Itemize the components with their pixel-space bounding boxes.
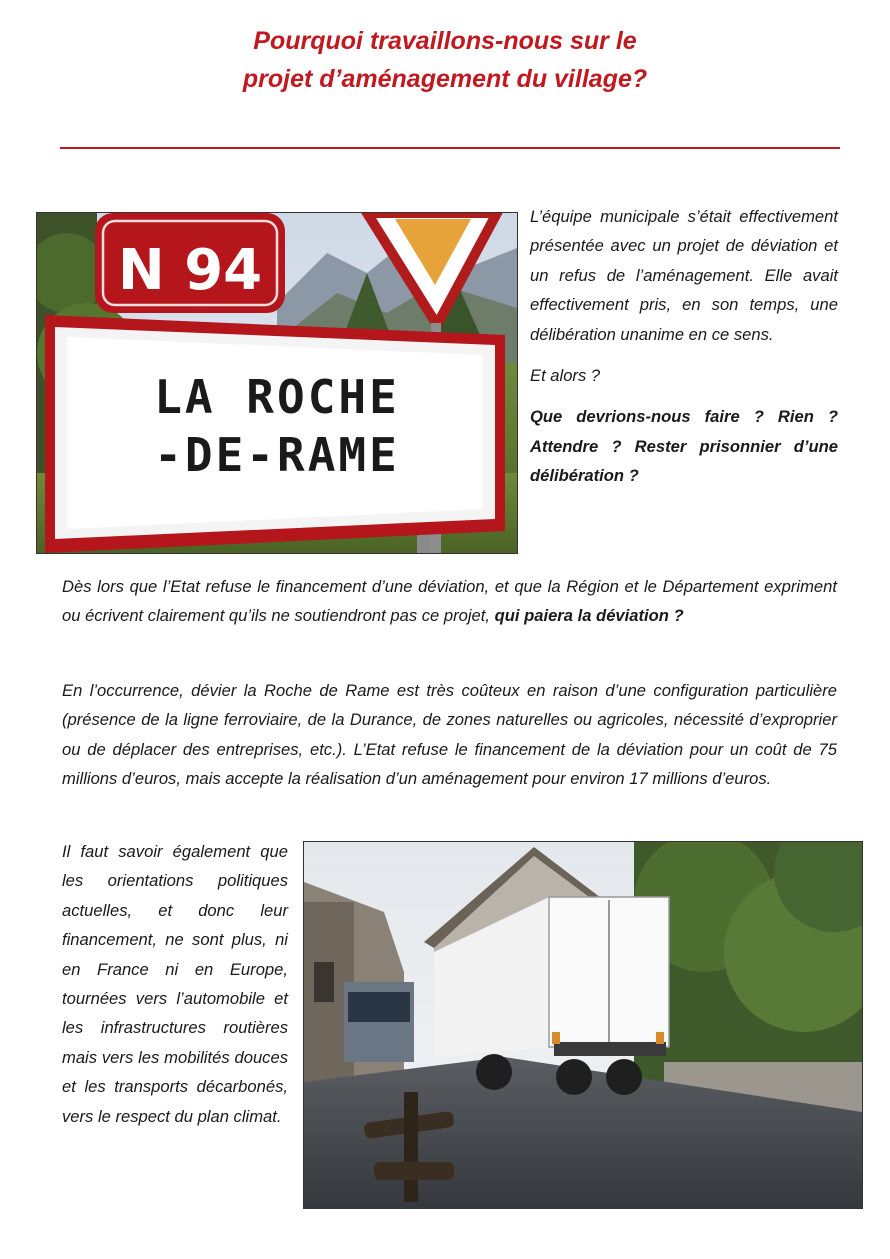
- trucks-street-photo: [303, 841, 863, 1209]
- title-line-2: projet d’aménagement du village?: [242, 65, 648, 93]
- road-number-text: N 94: [117, 238, 263, 303]
- town-sign-photo: [36, 212, 518, 554]
- intro-paragraph-2: Et alors ?: [530, 366, 601, 386]
- intro-paragraph-1: L’équipe municipale s’était effectivement présentée avec un projet de déviation et un refus de l’aménagement. Elle avait effectivement pris, en son temps, une délibération unanime en ce sens.: [530, 207, 838, 344]
- body-paragraph-2: En l’occurrence, dévier la Roche de Rame est très coûteux en raison d’une configuration particulière (présence de la ligne ferroviaire, de la Durance, de zones naturelles ou agricoles, nécessité d’exproprier ou de déplacer des entreprises, etc.). L’Etat refuse le financement de la déviation pour un coût de 75 millions d’euros, mais accepte la réalisation d’un aménagement pour environ 17 millions d’euros.: [62, 681, 837, 789]
- intro-paragraph-3: [530, 402, 838, 490]
- title-line-1: Pourquoi travaillons-nous sur le: [253, 27, 637, 55]
- body-paragraph-1-question: qui paiera la déviation ?: [494, 606, 684, 626]
- town-name-line2: -DE-RAME: [154, 428, 400, 482]
- intro-question: Que devrions-nous faire ? Rien ? Attendre ? Rester prisonnier d’une délibération ?: [530, 407, 838, 486]
- intro-column: [530, 202, 838, 503]
- town-name-line1: LA ROCHE: [154, 370, 400, 424]
- body-paragraph-1: [62, 572, 837, 631]
- title-divider: [60, 147, 840, 149]
- body-paragraph-1-text: Dès lors que l’Etat refuse le financement d’une déviation, et que la Région et le Département expriment ou écrivent clairement qu’ils ne soutiendront pas ce projet,: [62, 577, 837, 626]
- page-title: [0, 22, 890, 98]
- body-paragraph-3: Il faut savoir également que les orientations politiques actuelles, et donc leur financement, ne sont plus, ni en France ni en Europe, tournées vers l’automobile et les infrastructures routières mais vers les mobilités douces et les transports décarbonés, vers le respect du plan climat.: [62, 842, 288, 1126]
